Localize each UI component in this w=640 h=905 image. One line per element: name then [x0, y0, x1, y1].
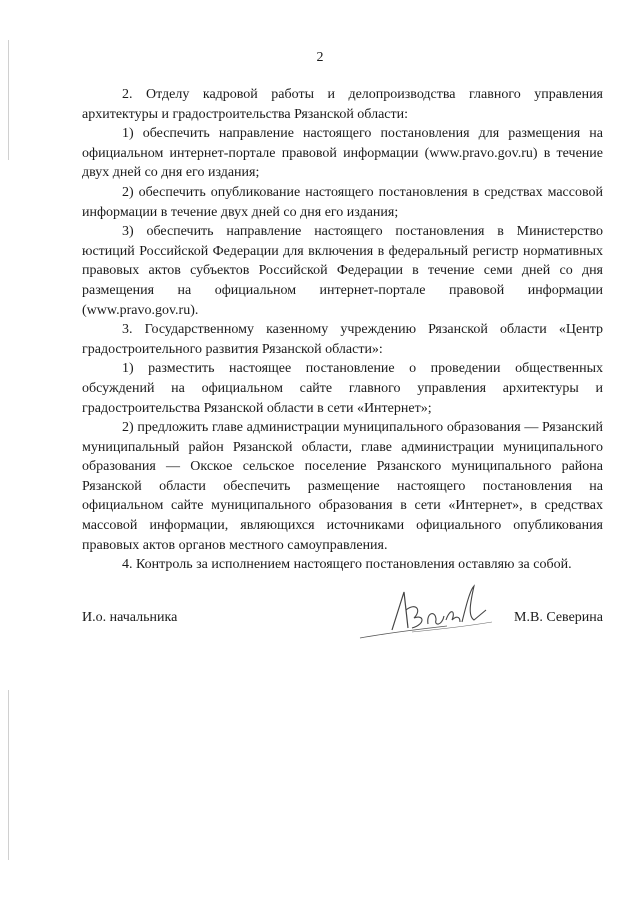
paragraph-subitem-3-2: 2) предложить главе администрации муниципального образования — Рязанский муниципальный район Рязанской области, главе администрации муниципального образования — Окское сельское поселение Рязанского муниципального района Рязанской области обеспечить размещение настоящего постановления на официальном сайте муниципального образования в сети «Интернет», в средствах массовой информации, являющихся источниками официального опубликования правовых актов органов местного самоуправления.: [82, 420, 603, 553]
paragraph-item-4: 4. Контроль за исполнением настоящего постановления оставляю за собой.: [122, 557, 572, 573]
handwritten-signature: [352, 580, 502, 650]
paragraph-subitem-3-1: 1) разместить настоящее постановление о проведении общественных обсуждений на официальном сайте главного управления архитектуры и градостроительства Рязанской области в сети «Интернет»;: [82, 361, 603, 416]
paragraph-item-2: 2. Отделу кадровой работы и делопроизводства главного управления архитектуры и градостроительства Рязанской области:: [82, 87, 603, 122]
scan-edge-mark: [8, 690, 9, 860]
document-body: [82, 85, 603, 575]
signatory-name: М.В. Северина: [514, 610, 603, 625]
signatory-position: И.о. начальника: [82, 610, 178, 625]
signature-block: [82, 598, 603, 648]
scan-edge-mark: [8, 40, 9, 160]
paragraph-subitem-2-1: 1) обеспечить направление настоящего постановления для размещения на официальном интернет-портале правовой информации (www.pravo.gov.ru) в течение двух дней со дня его издания;: [82, 126, 603, 181]
paragraph-subitem-2-2: 2) обеспечить опубликование настоящего постановления в средствах массовой информации в течение двух дней со дня его издания;: [82, 184, 603, 220]
paragraph-item-3: 3. Государственному казенному учреждению Рязанской области «Центр градостроительного развития Рязанской области»:: [82, 322, 603, 357]
paragraph-subitem-2-3: 3) обеспечить направление настоящего постановления в Министерство юстиций Российской Федерации для включения в федеральный регистр нормативных правовых актов субъектов Российской Федерации в течение семи дней со дня размещения на официальном интернет-портале правовой информации (www.pravo.gov.ru).: [82, 224, 603, 318]
page-number: 2: [316, 50, 324, 65]
